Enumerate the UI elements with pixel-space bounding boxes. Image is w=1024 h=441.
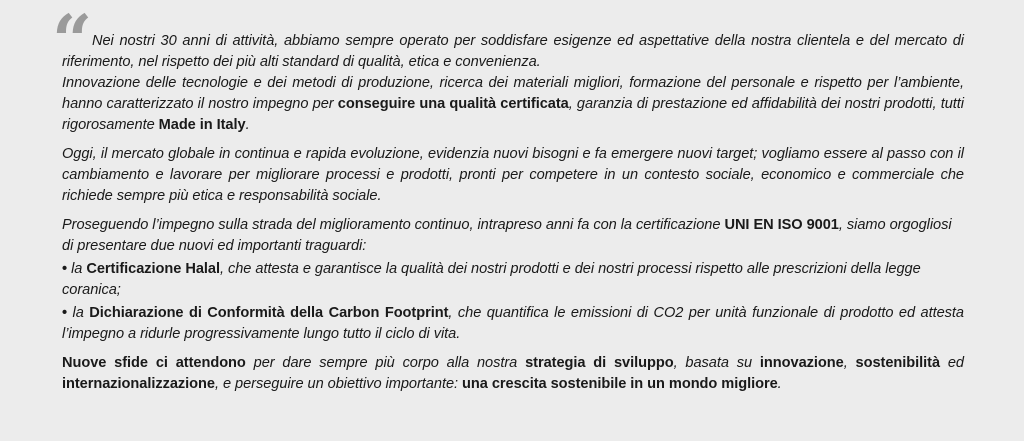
paragraph-intro: [62, 31, 964, 136]
highlight-sustainability: sostenibilità: [855, 355, 941, 371]
highlight-strategy: strategia di sviluppo: [525, 355, 674, 371]
iso-text-a: Proseguendo l’impegno sulla strada del miglioramento continuo, intrapreso anni fa con la certificazione: [62, 217, 725, 233]
bullet-carbon-text-c: , che quantifica le emissioni di CO2 per unità funzionale di prodotto ed attesta l’impegno a ridurle progressivamente lungo tutto il ciclo di vita.: [62, 305, 964, 342]
highlight-made-in-italy: Made in Italy: [158, 117, 246, 133]
bullet-carbon-text-a: la: [67, 305, 90, 321]
highlight-iso-9001: UNI EN ISO 9001: [724, 217, 839, 233]
challenges-text-d: , basata su: [673, 355, 760, 371]
bullet-halal-text-a: la: [67, 261, 87, 277]
bullet-icon: •: [62, 305, 68, 321]
challenges-text-h: ed: [940, 355, 964, 371]
bullet-icon: •: [62, 261, 68, 277]
highlight-certified-quality: conseguire una qualità certificata: [337, 96, 569, 112]
paragraph-iso: [62, 215, 964, 257]
highlight-carbon-footprint: Dichiarazione di Conformità della Carbon Footprint: [89, 305, 449, 321]
highlight-new-challenges: Nuove sfide ci attendono: [62, 355, 246, 371]
highlight-sustainable-growth: una crescita sostenibile in un mondo migliore: [462, 376, 778, 392]
highlight-internationalization: internazionalizzazione: [62, 376, 215, 392]
intro-sentence: Nei nostri 30 anni di attività, abbiamo sempre operato per soddisfare esigenze ed aspettative della nostra clientela e del mercato di riferimento, nel rispetto dei più alti standard di qualità, etica e convenienza.: [62, 33, 964, 70]
intro-text-a: Innovazione delle tecnologie e dei metodi di produzione, ricerca dei materiali migliori, formazione del personale e rispetto per l’ambiente, hanno caratterizzato il nostro impegno per: [62, 75, 964, 112]
highlight-innovation: innovazione: [759, 355, 844, 371]
paragraph-challenges: [62, 353, 964, 395]
challenges-text-j: , e perseguire un obiettivo importante:: [214, 376, 463, 392]
intro-text-c: , garanzia di prestazione ed affidabilità dei nostri prodotti, tutti rigorosamente: [62, 96, 964, 133]
intro-text-e: .: [245, 117, 250, 133]
bullet-halal-text-c: , che attesta e garantisce la qualità dei nostri prodotti e dei nostri processi rispetto alle prescrizioni della legge coranica;: [62, 261, 921, 298]
highlight-halal: Certificazione Halal: [86, 261, 220, 277]
challenges-text-l: .: [777, 376, 782, 392]
iso-text-c: , siamo orgogliosi di presentare due nuovi ed importanti traguardi:: [62, 217, 952, 254]
quote-mark-icon: “: [52, 0, 93, 82]
challenges-text-b: per dare sempre più corpo alla nostra: [245, 355, 526, 371]
challenges-text-f: ,: [843, 355, 856, 371]
paragraph-market: Oggi, il mercato globale in continua e rapida evoluzione, evidenzia nuovi bisogni e fa emergere nuovi target; vogliamo essere al passo con il cambiamento e lavorare per migliorare processi e prodotti, pronti per competere in un contesto sociale, economico e commerciale che richiede sempre più etica e responsabilità sociale.: [62, 146, 964, 204]
bullet-carbon: [62, 303, 964, 345]
bullet-halal: [62, 259, 964, 301]
